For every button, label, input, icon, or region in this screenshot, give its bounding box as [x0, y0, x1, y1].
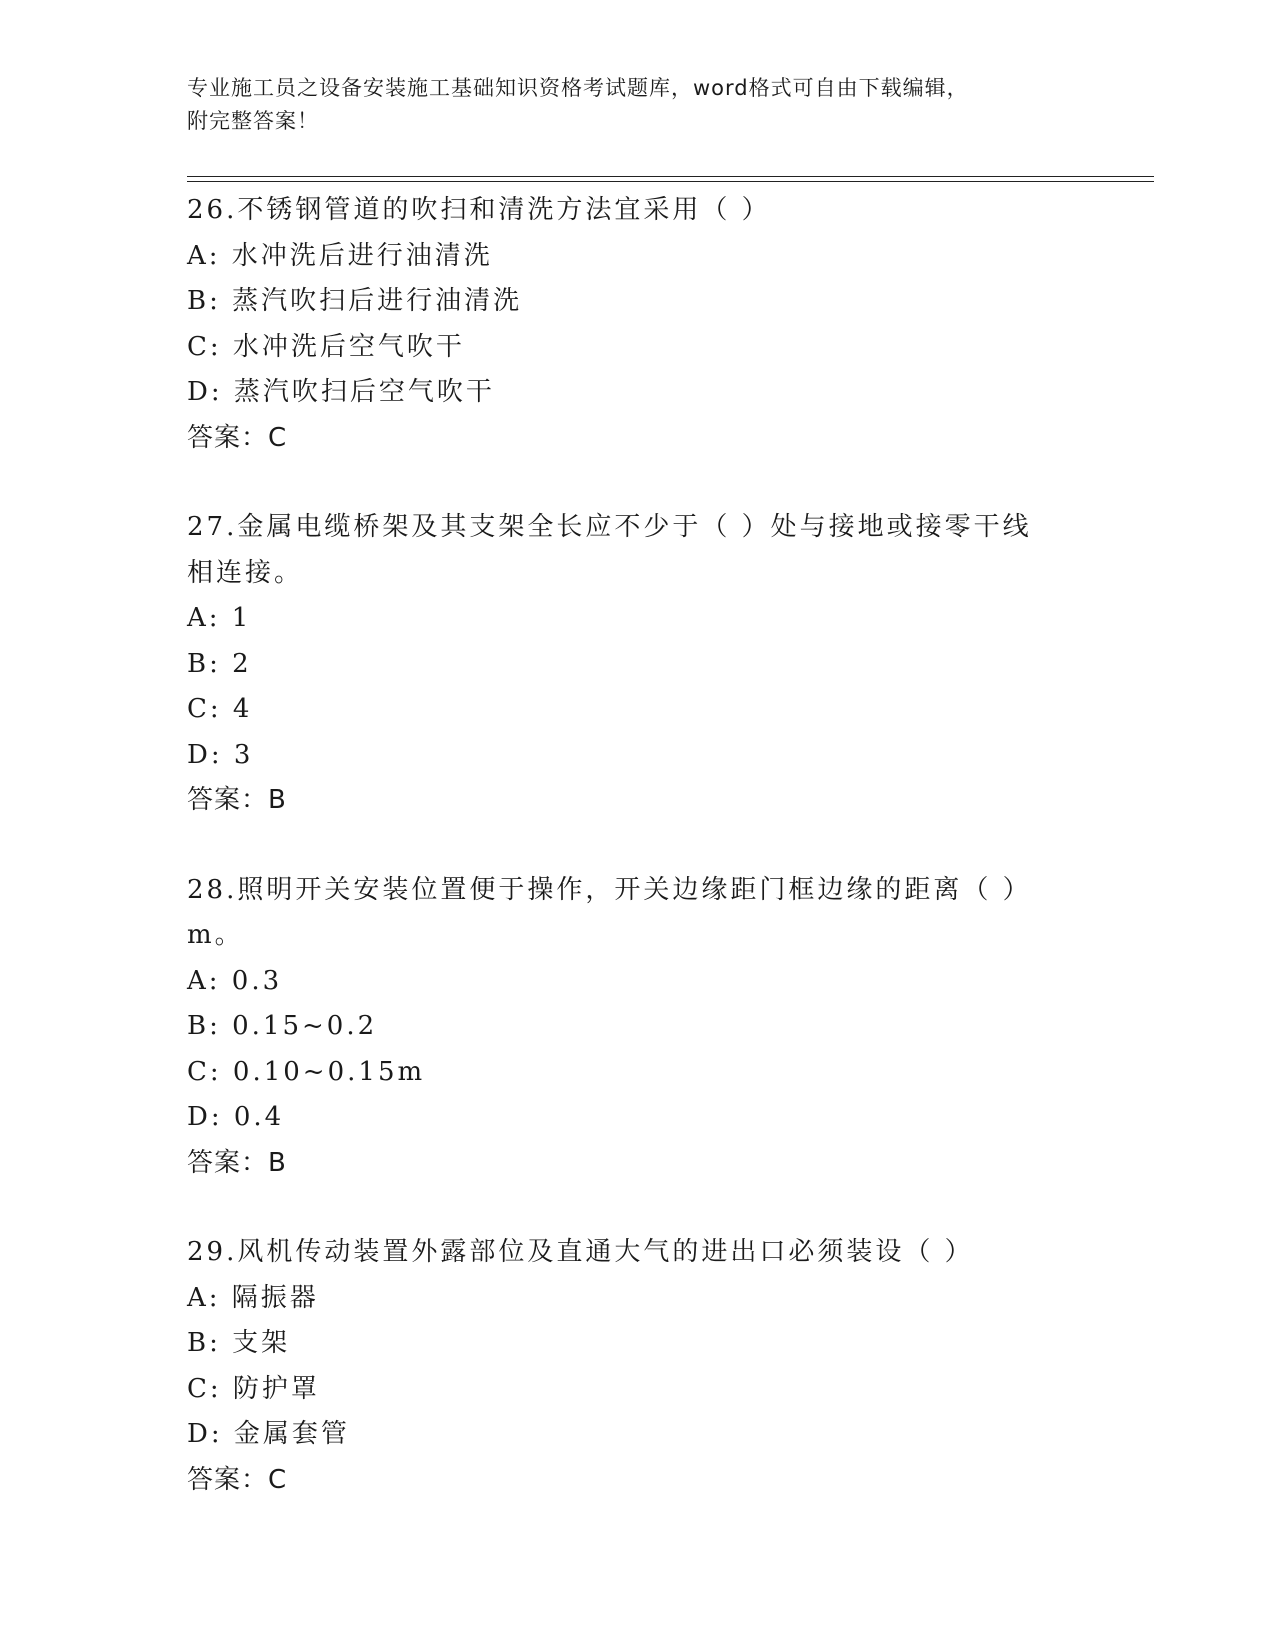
answer-line: 答案：B [187, 785, 287, 815]
question-29 [187, 1230, 1087, 1503]
header-divider-top [187, 176, 1154, 177]
option-a: A: 水冲洗后进行油清洗 [187, 240, 493, 271]
option-b: B: 支架 [187, 1328, 291, 1358]
header-line-1: 专业施工员之设备安装施工基础知识资格考试题库，word格式可自由下载编辑， [187, 76, 969, 100]
answer-line: 答案：C [187, 1464, 288, 1495]
option-c: C: 防护罩 [187, 1373, 320, 1404]
question-28 [187, 868, 1087, 1187]
option-c: C: 4 [187, 694, 253, 724]
question-list [187, 188, 1087, 1547]
option-d: D: 金属套管 [187, 1419, 350, 1449]
option-b: B: 0.15~0.2 [187, 1011, 378, 1041]
question-stem: 28.照明开关安装位置便于操作，开关边缘距门框边缘的距离（ ）m。 [187, 874, 1032, 950]
option-b: B: 2 [187, 648, 252, 679]
option-c: C: 0.10~0.15m [187, 1056, 426, 1087]
option-b: B: 蒸汽吹扫后进行油清洗 [187, 286, 523, 316]
option-a: A: 隔振器 [187, 1282, 319, 1313]
question-stem: 29.风机传动装置外露部位及直通大气的进出口必须装设（ ） [187, 1237, 974, 1267]
question-stem: 26.不锈钢管道的吹扫和清洗方法宜采用（ ） [187, 195, 771, 225]
option-a: A: 0.3 [187, 965, 283, 996]
document-header [187, 72, 1067, 138]
header-line-2: 附完整答案！ [187, 109, 319, 133]
question-26 [187, 188, 1087, 461]
header-divider-bottom [187, 181, 1154, 182]
option-d: D: 蒸汽吹扫后空气吹干 [187, 377, 495, 407]
question-stem: 27.金属电缆桥架及其支架全长应不少于（ ）处与接地或接零干线相连接。 [187, 512, 1032, 588]
option-a: A: 1 [187, 603, 252, 633]
option-c: C: 水冲洗后空气吹干 [187, 331, 465, 362]
question-27 [187, 505, 1087, 824]
answer-line: 答案：B [187, 1147, 287, 1178]
option-d: D: 3 [187, 739, 254, 770]
option-d: D: 0.4 [187, 1102, 285, 1132]
answer-line: 答案：C [187, 422, 288, 453]
